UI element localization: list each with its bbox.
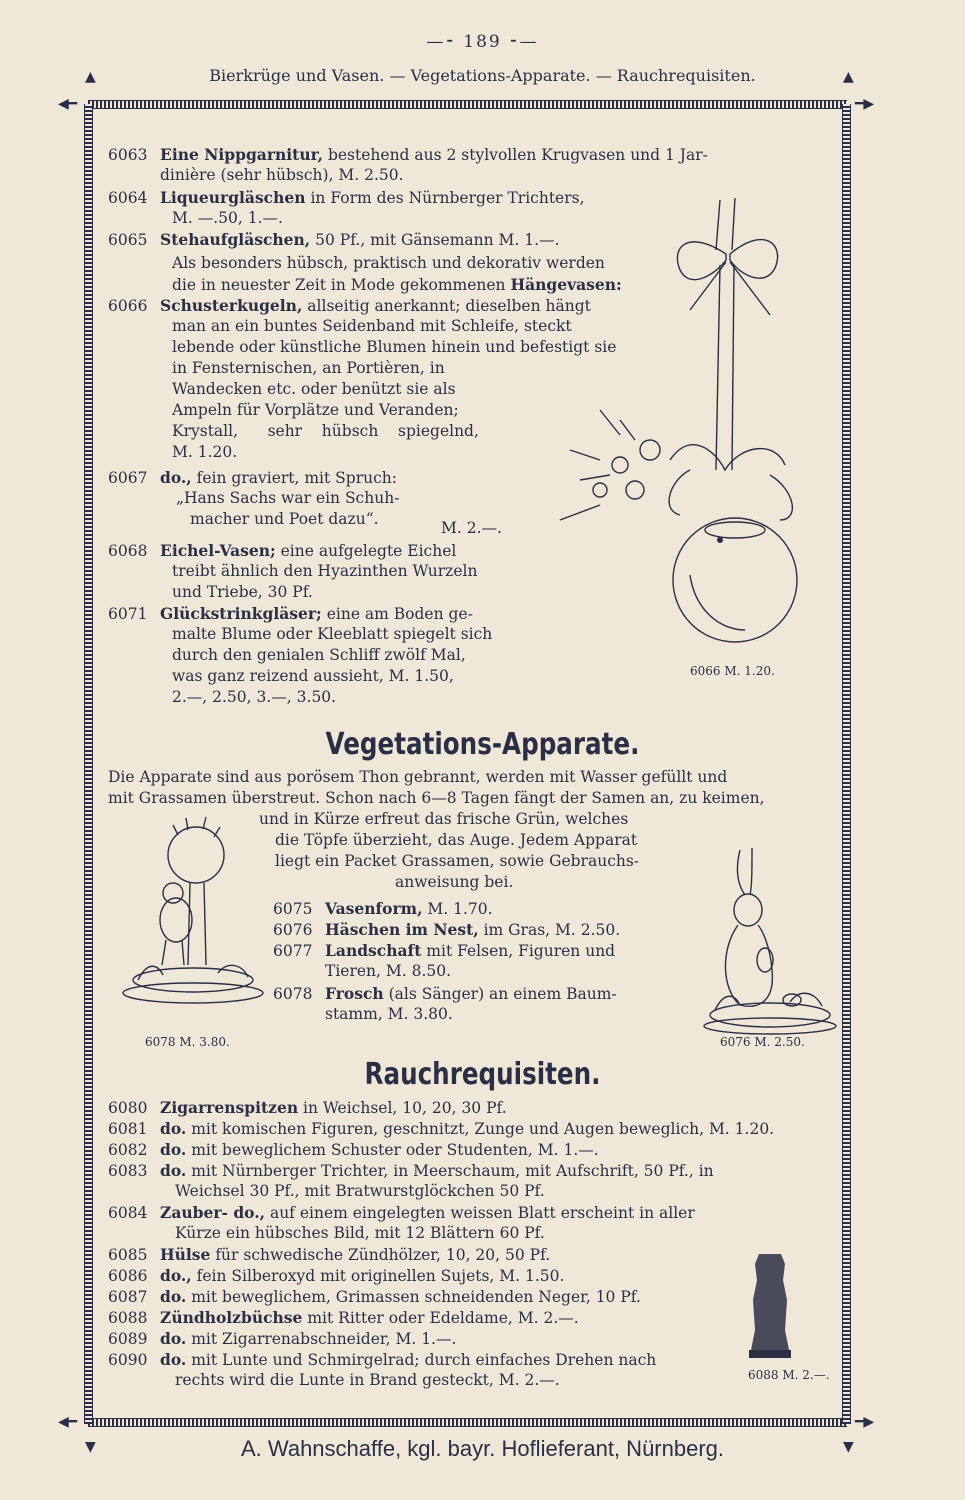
item-line: M. —.50, 1.—.: [172, 209, 283, 227]
section-title-vegetation: Vegetations-Apparate.: [325, 727, 640, 762]
item-line: 6087 do. mit beweglichem, Grimassen schneidenden Neger, 10 Pf.: [108, 1287, 641, 1306]
page-number: —⁃ 189 ⁃—: [426, 32, 539, 52]
item-line: lebende oder künstliche Blumen hinein und befestigt sie: [172, 338, 617, 356]
caption-6076: 6076 M. 2.50.: [720, 1035, 805, 1049]
item-line: 6064 Liqueurgläschen in Form des Nürnberger Trichters,: [108, 188, 585, 207]
item-line: 6082 do. mit beweglichem Schuster oder Studenten, M. 1.—.: [108, 1140, 599, 1159]
item-line: 6080 Zigarrenspitzen in Weichsel, 10, 20, 30 Pf.: [108, 1098, 507, 1117]
frog-planter-illustration: [118, 815, 268, 1025]
para-line: mit Grassamen überstreut. Schon nach 6—8 Tagen fängt der Samen an, zu keimen,: [108, 789, 765, 807]
item-line: 6076 Häschen im Nest, im Gras, M. 2.50.: [273, 920, 621, 939]
item-line: 6078 Frosch (als Sänger) an einem Baum-: [273, 984, 617, 1003]
intro-line: die in neuester Zeit in Mode gekommenen Hängevasen:: [172, 275, 622, 294]
ornament-arrow-left-icon: ◀━: [58, 1414, 78, 1430]
border-right: [842, 104, 851, 1424]
item-line: 2.—, 2.50, 3.—, 3.50.: [172, 688, 337, 706]
item-line: Weichsel 30 Pf., mit Bratwurstglöckchen 50 Pf.: [175, 1182, 545, 1200]
para-line: Die Apparate sind aus porösem Thon gebrannt, werden mit Wasser gefüllt und: [108, 768, 728, 786]
caption-6088: 6088 M. 2.—.: [748, 1368, 830, 1382]
item-line: und Triebe, 30 Pf.: [172, 583, 313, 601]
item-line: was ganz reizend aussieht, M. 1.50,: [172, 667, 454, 685]
item-line: Tieren, M. 8.50.: [325, 962, 452, 980]
intro-line: Als besonders hübsch, praktisch und dekorativ werden: [172, 254, 605, 272]
item-line: man an ein buntes Seidenband mit Schleife, steckt: [172, 317, 572, 335]
item-line: 6081 do. mit komischen Figuren, geschnitzt, Zunge und Augen beweglich, M. 1.20.: [108, 1119, 775, 1138]
item-line: M. 1.20.: [172, 443, 238, 461]
item-line: 6065 Stehaufgläschen, 50 Pf., mit Gänsemann M. 1.—.: [108, 230, 560, 249]
section-title-rauch: Rauchrequisiten.: [364, 1057, 601, 1092]
item-line: Wandecken etc. oder benützt sie als: [172, 380, 456, 398]
hare-planter-illustration: [700, 840, 840, 1035]
item-price: M. 2.—.: [441, 519, 502, 537]
para-line: und in Kürze erfreut das frische Grün, welches: [259, 810, 629, 828]
running-head: Bierkrüge und Vasen. — Vegetations-Apparate. — Rauchrequisiten.: [209, 66, 756, 85]
footer-imprint: A. Wahnschaffe, kgl. bayr. Hoflieferant, Nürnberg.: [240, 1436, 725, 1461]
item-line: Kürze ein hübsches Bild, mit 12 Blättern 60 Pf.: [175, 1224, 545, 1242]
item-line: 6083 do. mit Nürnberger Trichter, in Meerschaum, mit Aufschrift, 50 Pf., in: [108, 1161, 714, 1180]
ornament-arrow-up-icon: ▲: [85, 69, 96, 85]
ornament-arrow-left-icon: ◀━: [58, 96, 78, 112]
item-line: 6068 Eichel-Vasen; eine aufgelegte Eichel: [108, 541, 457, 560]
item-line: dinière (sehr hübsch), M. 2.50.: [160, 166, 404, 184]
ornament-arrow-down-icon: ▼: [85, 1439, 96, 1455]
para-line: anweisung bei.: [395, 873, 514, 891]
para-line: liegt ein Packet Grassamen, sowie Gebrauchs-: [275, 852, 640, 870]
ornament-arrow-up-icon: ▲: [843, 69, 854, 85]
item-line: 6084 Zauber- do., auf einem eingelegten weissen Blatt erscheint in aller: [108, 1203, 695, 1222]
caption-6078: 6078 M. 3.80.: [145, 1035, 230, 1049]
hanging-vase-illustration: [540, 190, 830, 670]
border-left: [84, 104, 93, 1424]
item-line: 6075 Vasenform, M. 1.70.: [273, 899, 493, 918]
caption-6066: 6066 M. 1.20.: [690, 664, 775, 678]
item-line: „Hans Sachs war ein Schuh-: [176, 489, 400, 507]
item-line: durch den genialen Schliff zwölf Mal,: [172, 646, 466, 664]
item-line: 6071 Glückstrinkgläser; eine am Boden ge-: [108, 604, 473, 623]
item-line: 6089 do. mit Zigarrenabschneider, M. 1.—.: [108, 1329, 457, 1348]
item-line: stamm, M. 3.80.: [325, 1005, 453, 1023]
matchbox-figure-illustration: [745, 1250, 795, 1362]
item-line: 6088 Zündholzbüchse mit Ritter oder Edeldame, M. 2.—.: [108, 1308, 579, 1327]
ornament-arrow-down-icon: ▼: [843, 1439, 854, 1455]
item-line: treibt ähnlich den Hyazinthen Wurzeln: [172, 562, 478, 580]
para-line: die Töpfe überzieht, das Auge. Jedem Apparat: [275, 831, 638, 849]
ornament-arrow-right-icon: ━▶: [855, 96, 875, 112]
item-line: 6085 Hülse für schwedische Zündhölzer, 10, 20, 50 Pf.: [108, 1245, 551, 1264]
ornament-arrow-right-icon: ━▶: [855, 1414, 875, 1430]
item-line: 6077 Landschaft mit Felsen, Figuren und: [273, 941, 616, 960]
border-top: [88, 100, 847, 109]
item-line: in Fensternischen, an Portièren, in: [172, 359, 445, 377]
item-line: 6086 do., fein Silberoxyd mit originellen Sujets, M. 1.50.: [108, 1266, 565, 1285]
item-line: 6090 do. mit Lunte und Schmirgelrad; durch einfaches Drehen nach: [108, 1350, 657, 1369]
item-line: 6063 Eine Nippgarnitur, bestehend aus 2 stylvollen Krugvasen und 1 Jar-: [108, 145, 708, 164]
border-bottom: [88, 1418, 847, 1427]
item-line: Krystall, sehr hübsch spiegelnd,: [172, 422, 479, 440]
item-line: 6066 Schusterkugeln, allseitig anerkannt; dieselben hängt: [108, 296, 591, 315]
item-line: Ampeln für Vorplätze und Veranden;: [172, 401, 459, 419]
item-line: macher und Poet dazu“.: [190, 510, 379, 528]
item-line: 6067 do., fein graviert, mit Spruch:: [108, 468, 397, 487]
item-line: rechts wird die Lunte in Brand gesteckt, M. 2.—.: [175, 1371, 560, 1389]
item-line: malte Blume oder Kleeblatt spiegelt sich: [172, 625, 493, 643]
